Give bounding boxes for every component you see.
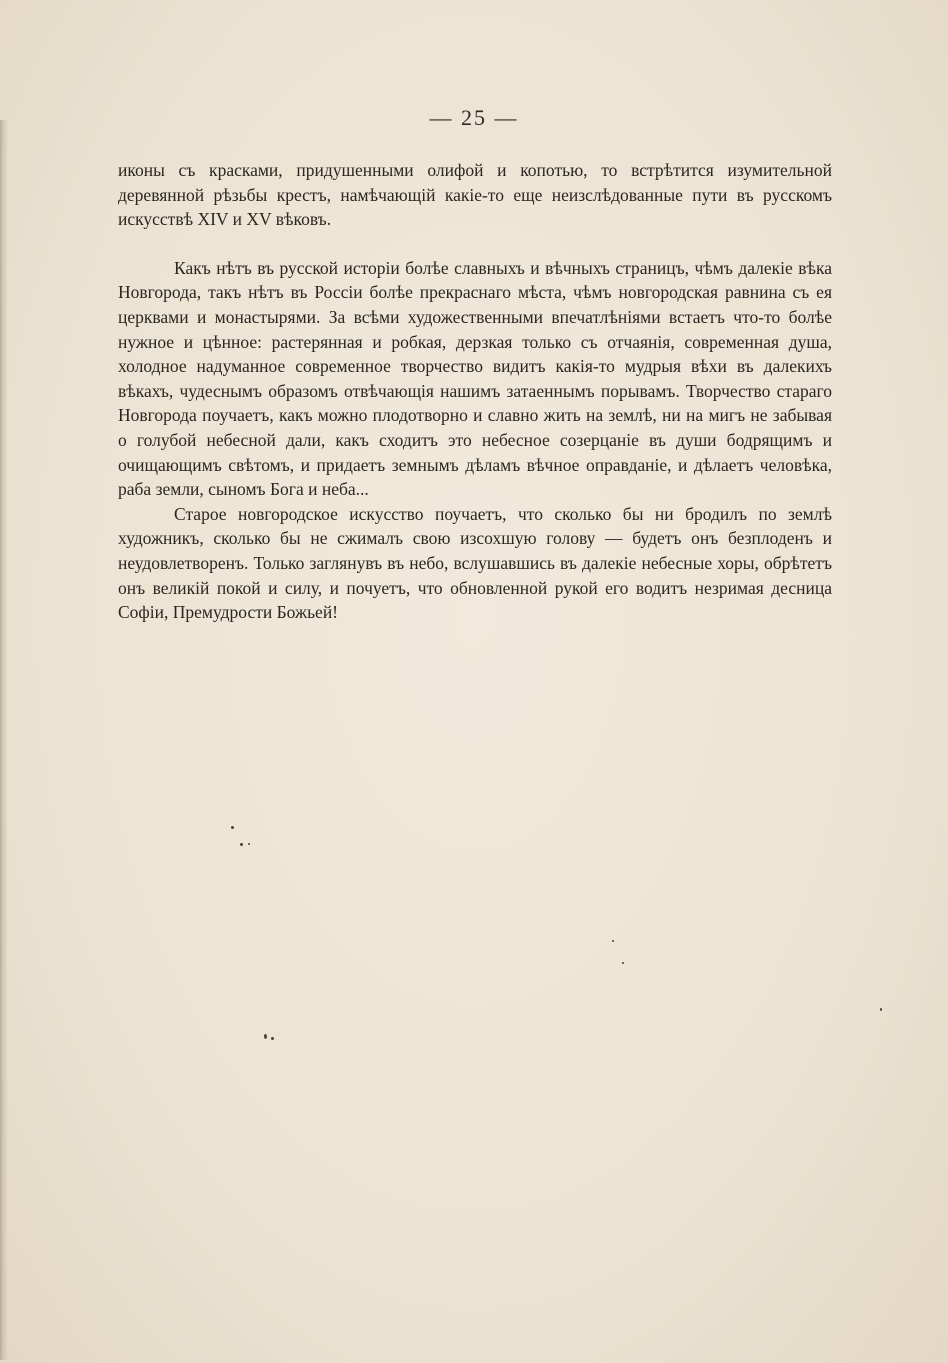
paper-speck [622,962,624,964]
paper-speck [248,843,250,845]
paragraph-continuation: иконы съ красками, придушенными олифой и копотью, то встрѣтится изумительной деревянной рѣзьбы крестъ, намѣчающій какіе-то еще неизслѣдованные пути въ русскомъ искусствѣ XIV и XV вѣковъ. [118,160,832,230]
paper-speck [240,843,243,846]
body-text [118,158,832,625]
paper-speck [880,1008,882,1011]
page-number: — 25 — [429,105,519,130]
paper-speck [231,826,234,829]
paragraph-novgorod: Какъ нѣтъ въ русской исторіи болѣе славныхъ и вѣчныхъ страницъ, чѣмъ далекіе вѣка Новгорода, такъ нѣтъ въ Россіи болѣе прекраснаго мѣста, чѣмъ новгородская равнина съ ея церквами и монастырями. За всѣми художественными впечатлѣніями встаетъ что-то болѣе нужное и цѣнное: растерянная и робкая, дерзкая только съ отчаянія, современная душа, холодное надуманное современное творчество видитъ какія-то мудрыя вѣхи въ далекихъ вѣкахъ, чудеснымъ образомъ отвѣчающія нашимъ затаеннымъ порывамъ. Творчество стараго Новгорода поучаетъ, какъ можно плодотворно и славно жить на землѣ, ни на мигъ не забывая о голубой небесной дали, какъ сходитъ это небесное созерцаніе въ души бодрящимъ и очищающимъ свѣтомъ, и придаетъ земнымъ дѣламъ вѣчное оправданіе, и дѣлаетъ человѣка, раба земли, сыномъ Бога и неба... [118,257,832,500]
paper-speck [612,940,614,942]
paper-speck [271,1037,274,1040]
page-binding-edge [0,120,8,1360]
paper-speck [264,1034,267,1039]
paragraph-old-art: Старое новгородское искусство поучаетъ, что сколько бы ни бродилъ по землѣ художникъ, сколько бы не сжималъ свою изсохшую голову — будетъ онъ безплоденъ и неудовлетворенъ. Только заглянувъ въ небо, вслушавшись въ далекіе небесные хоры, обрѣтетъ онъ великій покой и силу, и почуетъ, что обновленной рукой его водитъ незримая десница Софіи, Премудрости Божьей! [118,503,832,623]
